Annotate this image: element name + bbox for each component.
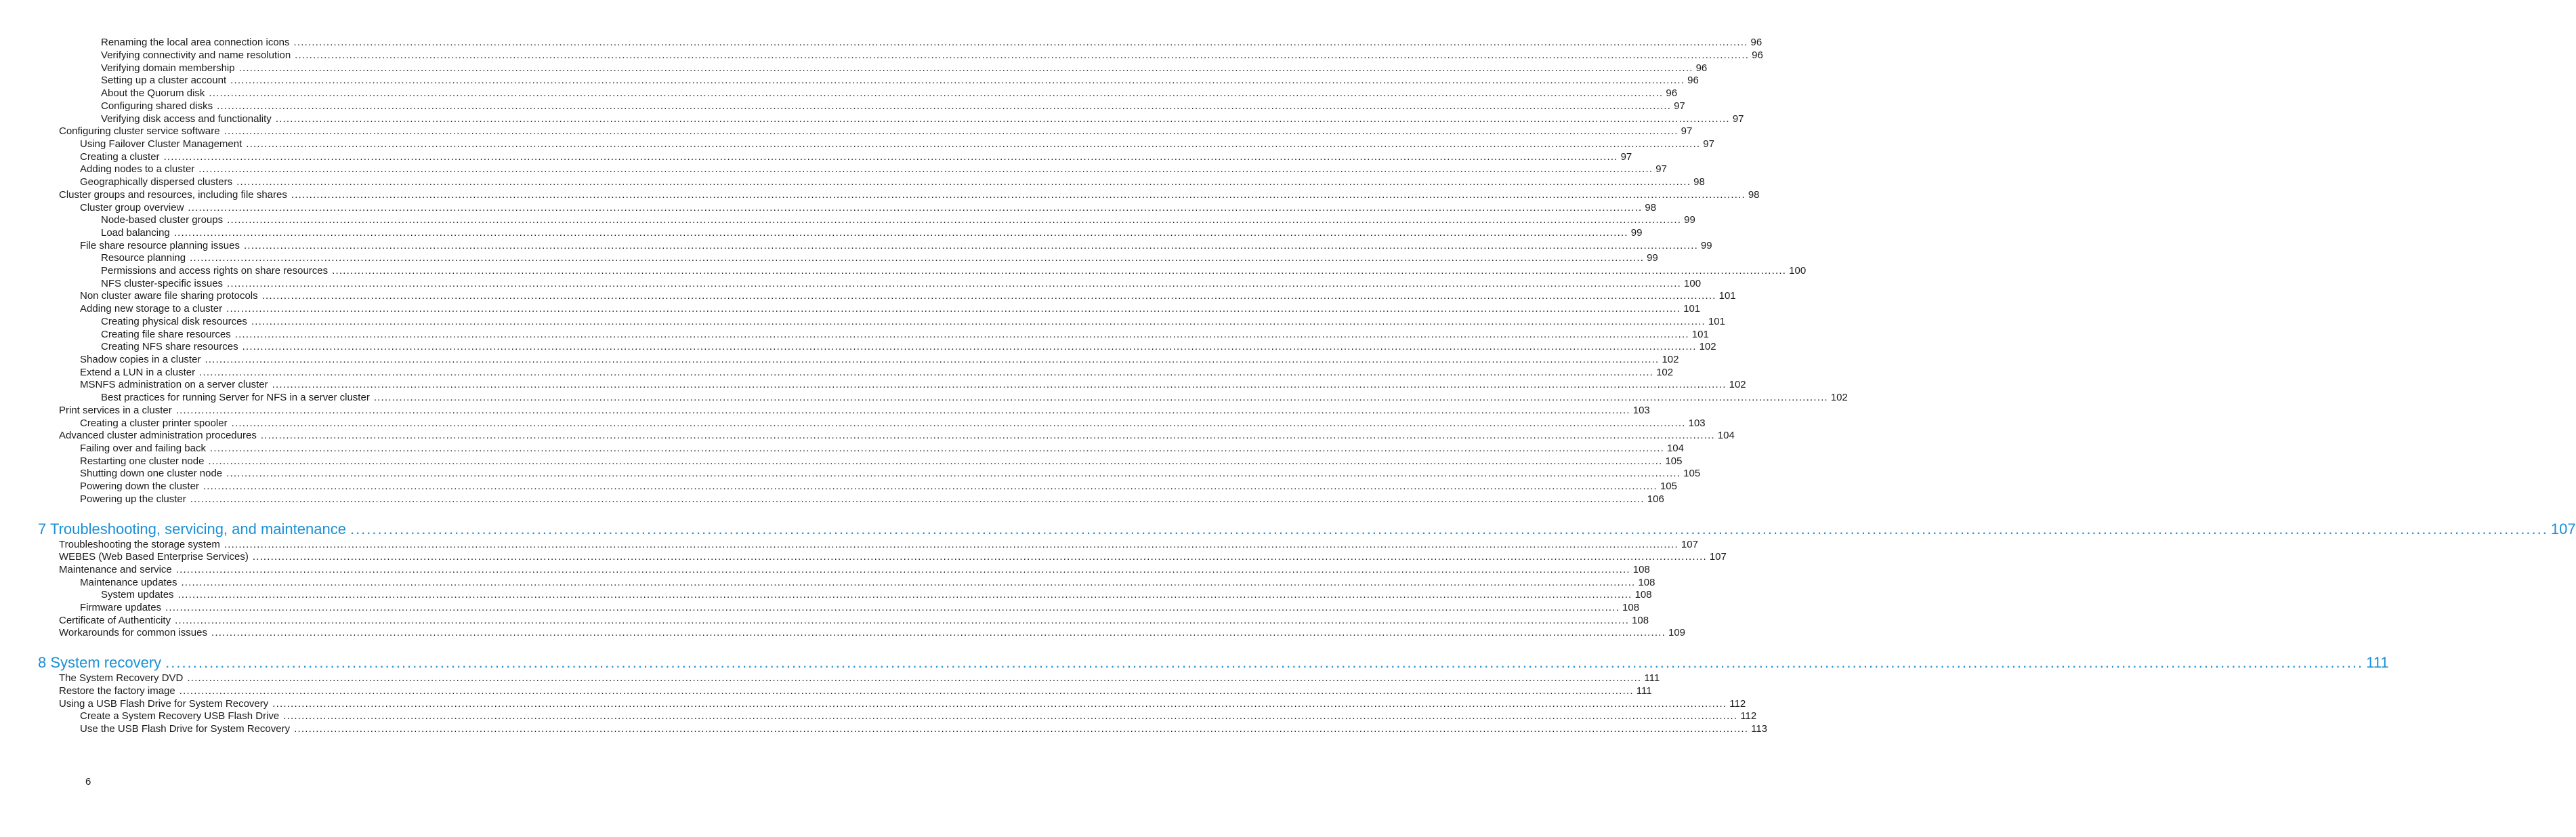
dot-leader: ................................................................................................................................................................................................................................................................................................................................................................................................................ <box>251 316 1706 327</box>
toc-entry-page: 104 <box>1666 443 1684 454</box>
toc-entry-title: MSNFS administration on a server cluster <box>80 379 268 390</box>
toc-entry-title: Verifying domain membership <box>101 62 235 74</box>
toc-entry-page: 108 <box>1622 602 1640 613</box>
dot-leader: ................................................................................................................................................................................................................................................................................................................................................................................................................ <box>227 214 1682 226</box>
toc-entry[interactable] <box>0 443 1684 454</box>
toc-entry-page: 104 <box>1717 430 1735 441</box>
dot-leader: ................................................................................................................................................................................................................................................................................................................................................................................................................ <box>260 430 1715 441</box>
toc-entry-title: The System Recovery DVD <box>59 672 184 684</box>
toc-entry[interactable] <box>0 202 1657 213</box>
dot-leader: ................................................................................................................................................................................................................................................................................................................................................................................................................ <box>295 49 1750 61</box>
toc-entry[interactable] <box>0 672 1660 684</box>
toc-entry-page: 96 <box>1695 62 1708 74</box>
toc-entry-page: 100 <box>1684 278 1702 289</box>
dot-leader: ................................................................................................................................................................................................................................................................................................................................................................................................................ <box>261 290 1716 302</box>
toc-entry-title: 8 System recovery <box>38 654 162 671</box>
toc-entry-title: Creating a cluster <box>80 151 160 163</box>
toc-entry[interactable] <box>0 125 1693 137</box>
dot-leader: ................................................................................................................................................................................................................................................................................................................................................................................................................ <box>272 698 1727 710</box>
toc-entry[interactable] <box>0 685 1652 697</box>
toc-entry[interactable] <box>0 214 1695 226</box>
toc-entry-title: Print services in a cluster <box>59 405 172 416</box>
toc-entry[interactable] <box>0 138 1714 150</box>
toc-entry-page: 97 <box>1674 100 1685 112</box>
toc-entry[interactable] <box>0 151 1632 163</box>
toc-entry-title: Node-based cluster groups <box>101 214 224 226</box>
toc-entry[interactable] <box>0 316 1725 327</box>
toc-entry[interactable] <box>0 341 1716 352</box>
toc-entry[interactable] <box>0 468 1701 479</box>
toc-entry[interactable] <box>0 278 1702 289</box>
dot-leader: ................................................................................................................................................................................................................................................................................................................................................................................................................ <box>205 354 1660 365</box>
dot-leader: ................................................................................................................................................................................................................................................................................................................................................................................................................ <box>187 672 1642 684</box>
toc-entry[interactable] <box>0 329 1709 340</box>
dot-leader: ................................................................................................................................................................................................................................................................................................................................................................................................................ <box>188 202 1643 213</box>
toc-entry-title: Creating a cluster printer spooler <box>80 417 228 429</box>
dot-leader: ................................................................................................................................................................................................................................................................................................................................................................................................................ <box>198 163 1653 175</box>
toc-entry[interactable] <box>0 367 1674 378</box>
dot-leader: ................................................................................................................................................................................................................................................................................................................................................................................................................ <box>217 100 1672 112</box>
dot-leader: ................................................................................................................................................................................................................................................................................................................................................................................................................ <box>209 87 1664 99</box>
toc-entry[interactable] <box>0 710 1757 722</box>
toc-entry-title: Maintenance and service <box>59 564 172 575</box>
toc-entry-title: Configuring cluster service software <box>59 125 220 137</box>
toc-entry-page: 100 <box>1789 265 1807 277</box>
toc-entry-page: 113 <box>1751 723 1768 735</box>
toc-entry-title: Creating physical disk resources <box>101 316 247 327</box>
dot-leader: ................................................................................................................................................................................................................................................................................................................................................................................................................ <box>203 481 1657 492</box>
toc-entry[interactable] <box>0 49 1763 61</box>
page-number: 6 <box>85 776 91 788</box>
toc-entry[interactable] <box>0 493 1664 505</box>
toc-entry[interactable] <box>0 602 1640 613</box>
toc-entry-title: Create a System Recovery USB Flash Drive <box>80 710 280 722</box>
dot-leader: ................................................................................................................................................................................................................................................................................................................................................................................................................ <box>227 278 1682 289</box>
dot-leader: ................................................................................................................................................................................................................................................................................................................................................................................................................ <box>373 392 1828 403</box>
toc-entry-title: Setting up a cluster account <box>101 75 227 86</box>
toc-entry[interactable] <box>0 113 1744 125</box>
toc-entry-page: 107 <box>1681 539 1698 550</box>
toc-entry-page: 101 <box>1691 329 1709 340</box>
toc-entry-page: 99 <box>1647 252 1658 264</box>
toc-entry-title: Firmware updates <box>80 602 162 613</box>
dot-leader: ................................................................................................................................................................................................................................................................................................................................................................................................................ <box>165 602 1620 613</box>
toc-entry-title: NFS cluster-specific issues <box>101 278 224 289</box>
dot-leader: ................................................................................................................................................................................................................................................................................................................................................................................................................ <box>246 138 1701 150</box>
toc-entry-page: 97 <box>1732 113 1744 125</box>
dot-leader: ................................................................................................................................................................................................................................................................................................................................................................................................................ <box>272 379 1727 390</box>
toc-entry-title: Load balancing <box>101 227 170 239</box>
toc-entry[interactable] <box>0 290 1736 302</box>
toc-entry[interactable] <box>0 627 1686 638</box>
toc-entry-page: 102 <box>1699 341 1716 352</box>
toc-entry-page: 103 <box>1632 405 1650 416</box>
toc-entry-title: Restore the factory image <box>59 685 175 697</box>
toc-entry[interactable] <box>0 227 1643 239</box>
toc-entry[interactable] <box>0 62 1708 74</box>
toc-entry-page: 97 <box>1620 151 1632 163</box>
toc-entry-page: 96 <box>1666 87 1678 99</box>
dot-leader: ................................................................................................................................................................................................................................................................................................................................................................................................................ <box>224 539 1678 550</box>
toc-entry-page: 112 <box>1729 698 1746 710</box>
toc-entry-page: 99 <box>1630 227 1643 239</box>
toc-entry-title: Cluster group overview <box>80 202 184 213</box>
toc-entry-title: System updates <box>101 589 174 600</box>
dot-leader: ................................................................................................................................................................................................................................................................................................................................................................................................................ <box>199 367 1654 378</box>
toc-entry-page: 111 <box>1644 672 1660 684</box>
toc-entry-page: 108 <box>1632 615 1649 626</box>
toc-entry-title: Non cluster aware file sharing protocols <box>80 290 258 302</box>
toc-entry[interactable] <box>0 163 1667 175</box>
dot-leader: ................................................................................................................................................................................................................................................................................................................................................................................................................ <box>226 468 1681 479</box>
toc-entry-page: 99 <box>1684 214 1695 226</box>
toc-entry-title: Failing over and failing back <box>80 443 206 454</box>
dot-leader: ................................................................................................................................................................................................................................................................................................................................................................................................................ <box>231 417 1686 429</box>
toc-entry[interactable] <box>0 240 1712 251</box>
toc-entry[interactable] <box>0 265 1807 277</box>
toc-entry-title: About the Quorum disk <box>101 87 205 99</box>
toc-entry-title: Using Failover Cluster Management <box>80 138 242 150</box>
dot-leader: ................................................................................................................................................................................................................................................................................................................................................................................................................ <box>230 75 1685 86</box>
toc-entry-page: 101 <box>1718 290 1736 302</box>
toc-entry-title: Adding new storage to a cluster <box>80 303 223 314</box>
toc-entry-title: Extend a LUN in a cluster <box>80 367 196 378</box>
toc-entry[interactable] <box>0 698 1746 710</box>
toc-entry-page: 97 <box>1655 163 1667 175</box>
toc-entry-page: 98 <box>1693 176 1705 188</box>
dot-leader: ................................................................................................................................................................................................................................................................................................................................................................................................................ <box>190 493 1645 505</box>
toc-entry[interactable] <box>0 100 1685 112</box>
toc-entry-page: 101 <box>1683 303 1701 314</box>
toc-entry-page: 105 <box>1665 455 1683 467</box>
toc-entry-title: Shadow copies in a cluster <box>80 354 201 365</box>
toc-entry-page: 98 <box>1645 202 1657 213</box>
toc-entry-title: Certificate of Authenticity <box>59 615 171 626</box>
dot-leader: ................................................................................................................................................................................................................................................................................................................................................................................................................ <box>179 685 1634 697</box>
toc-entry-title: Powering down the cluster <box>80 481 199 492</box>
toc-entry-page: 102 <box>1662 354 1679 365</box>
toc-entry-page: 103 <box>1688 417 1706 429</box>
dot-leader: ................................................................................................................................................................................................................................................................................................................................................................................................................ <box>209 443 1664 454</box>
toc-entry-page: 108 <box>1634 589 1652 600</box>
dot-leader: ................................................................................................................................................................................................................................................................................................................................................................................................................ <box>224 125 1678 137</box>
toc-entry[interactable] <box>0 615 1649 626</box>
toc-entry-title: Troubleshooting the storage system <box>59 539 220 550</box>
toc-entry-title: Verifying disk access and functionality <box>101 113 272 125</box>
toc-entry-page: 108 <box>1632 564 1650 575</box>
dot-leader: ................................................................................................................................................................................................................................................................................................................................................................................................................ <box>163 151 1618 163</box>
toc-entry-page: 102 <box>1729 379 1746 390</box>
dot-leader: ................................................................................................................................................................................................................................................................................................................................................................................................................ <box>294 723 1749 735</box>
toc-entry[interactable] <box>0 392 1848 403</box>
toc-entry[interactable] <box>0 37 1762 48</box>
toc-entry-page: 102 <box>1656 367 1674 378</box>
toc-entry[interactable] <box>0 481 1677 492</box>
toc-entry-page: 108 <box>1638 577 1655 588</box>
toc-entry-page: 101 <box>1708 316 1725 327</box>
dot-leader: ................................................................................................................................................................................................................................................................................................................................................................................................................ <box>175 615 1630 626</box>
toc-entry-page: 105 <box>1660 481 1677 492</box>
toc-entry-page: 105 <box>1683 468 1701 479</box>
toc-entry[interactable] <box>0 87 1678 99</box>
toc-entry-page: 111 <box>2366 654 2389 671</box>
toc-entry[interactable] <box>0 405 1650 416</box>
toc-entry-page: 96 <box>1687 75 1699 86</box>
toc-entry-title: Renaming the local area connection icons <box>101 37 290 48</box>
dot-leader: ................................................................................................................................................................................................................................................................................................................................................................................................................ <box>173 227 1628 239</box>
dot-leader: ................................................................................................................................................................................................................................................................................................................................................................................................................ <box>165 654 2364 671</box>
dot-leader: ................................................................................................................................................................................................................................................................................................................................................................................................................ <box>242 341 1697 352</box>
toc-entry-title: Verifying connectivity and name resolution <box>101 49 291 61</box>
dot-leader: ................................................................................................................................................................................................................................................................................................................................................................................................................ <box>177 589 1632 600</box>
toc-entry[interactable] <box>0 564 1650 575</box>
toc-entry[interactable] <box>0 577 1655 588</box>
toc-entry-title: Configuring shared disks <box>101 100 213 112</box>
chapter-entry[interactable] <box>0 654 2389 672</box>
toc-entry-title: Advanced cluster administration procedures <box>59 430 257 441</box>
toc-entry-title: Creating NFS share resources <box>101 341 238 352</box>
dot-leader: ................................................................................................................................................................................................................................................................................................................................................................................................................ <box>252 551 1707 563</box>
toc-entry-page: 112 <box>1740 710 1757 722</box>
dot-leader: ................................................................................................................................................................................................................................................................................................................................................................................................................ <box>181 577 1636 588</box>
toc-entry[interactable] <box>0 589 1652 600</box>
toc-entry[interactable] <box>0 539 1698 550</box>
dot-leader: ................................................................................................................................................................................................................................................................................................................................................................................................................ <box>175 405 1630 416</box>
toc-entry[interactable] <box>0 379 1746 390</box>
dot-leader: ................................................................................................................................................................................................................................................................................................................................................................................................................ <box>275 113 1730 125</box>
toc-entry[interactable] <box>0 176 1705 188</box>
toc-entry-page: 98 <box>1748 189 1760 201</box>
toc-entry[interactable] <box>0 723 1768 735</box>
dot-leader: ................................................................................................................................................................................................................................................................................................................................................................................................................ <box>293 37 1748 48</box>
toc-entry-page: 96 <box>1750 37 1762 48</box>
toc-entry-page: 99 <box>1700 240 1712 251</box>
toc-entry[interactable] <box>0 303 1701 314</box>
toc-entry[interactable] <box>0 430 1735 441</box>
toc-entry-page: 109 <box>1668 627 1686 638</box>
dot-leader: ................................................................................................................................................................................................................................................................................................................................................................................................................ <box>283 710 1738 722</box>
toc-entry-title: 7 Troubleshooting, servicing, and maintenance <box>38 520 346 537</box>
toc-entry[interactable] <box>0 189 1760 201</box>
toc-entry-title: WEBES (Web Based Enterprise Services) <box>59 551 249 563</box>
toc-entry-page: 107 <box>2550 520 2576 537</box>
toc-entry[interactable] <box>0 551 1727 563</box>
toc-entry-title: Maintenance updates <box>80 577 177 588</box>
toc-entry-title: Permissions and access rights on share resources <box>101 265 329 277</box>
toc-entry-title: Cluster groups and resources, including file shares <box>59 189 287 201</box>
dot-leader: ................................................................................................................................................................................................................................................................................................................................................................................................................ <box>208 455 1663 467</box>
toc-entry-title: Geographically dispersed clusters <box>80 176 233 188</box>
toc-entry-title: Best practices for running Server for NFS in a server cluster <box>101 392 370 403</box>
dot-leader: ................................................................................................................................................................................................................................................................................................................................................................................................................ <box>243 240 1698 251</box>
toc-entry-page: 97 <box>1681 125 1693 137</box>
toc-entry[interactable] <box>0 455 1683 467</box>
dot-leader: ................................................................................................................................................................................................................................................................................................................................................................................................................ <box>211 627 1666 638</box>
toc-entry-title: File share resource planning issues <box>80 240 240 251</box>
toc-entry[interactable] <box>0 354 1679 365</box>
dot-leader: ................................................................................................................................................................................................................................................................................................................................................................................................................ <box>238 62 1693 74</box>
toc-entry-page: 111 <box>1636 685 1652 697</box>
dot-leader: ................................................................................................................................................................................................................................................................................................................................................................................................................ <box>291 189 1746 201</box>
dot-leader: ................................................................................................................................................................................................................................................................................................................................................................................................................ <box>175 564 1630 575</box>
dot-leader: ................................................................................................................................................................................................................................................................................................................................................................................................................ <box>190 252 1645 264</box>
toc-entry-title: Using a USB Flash Drive for System Recovery <box>59 698 269 710</box>
toc-entry-page: 96 <box>1752 49 1763 61</box>
toc-entry-page: 102 <box>1830 392 1848 403</box>
toc-entry-title: Adding nodes to a cluster <box>80 163 195 175</box>
toc-entry[interactable] <box>0 75 1699 86</box>
toc-entry-title: Workarounds for common issues <box>59 627 207 638</box>
dot-leader: ................................................................................................................................................................................................................................................................................................................................................................................................................ <box>226 303 1681 314</box>
toc-entry-page: 106 <box>1647 493 1664 505</box>
dot-leader: ................................................................................................................................................................................................................................................................................................................................................................................................................ <box>236 176 1691 188</box>
dot-leader: ................................................................................................................................................................................................................................................................................................................................................................................................................ <box>332 265 1787 277</box>
toc-entry[interactable] <box>0 252 1658 264</box>
chapter-entry[interactable] <box>0 520 2576 538</box>
toc-entry-page: 107 <box>1709 551 1727 563</box>
toc-entry-title: Restarting one cluster node <box>80 455 205 467</box>
dot-leader: ................................................................................................................................................................................................................................................................................................................................................................................................................ <box>234 329 1689 340</box>
toc-entry-title: Use the USB Flash Drive for System Recovery <box>80 723 291 735</box>
toc-entry[interactable] <box>0 417 1706 429</box>
toc-entry-title: Creating file share resources <box>101 329 231 340</box>
toc-entry-page: 97 <box>1703 138 1714 150</box>
toc-entry-title: Shutting down one cluster node <box>80 468 223 479</box>
toc-entry-title: Resource planning <box>101 252 186 264</box>
dot-leader: ................................................................................................................................................................................................................................................................................................................................................................................................................ <box>350 520 2548 537</box>
toc-entry-title: Powering up the cluster <box>80 493 186 505</box>
